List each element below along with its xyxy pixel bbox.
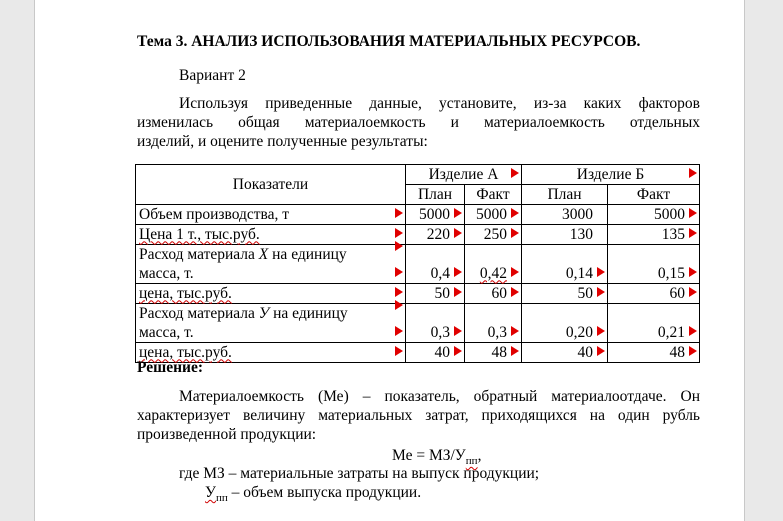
paragraph-mark-icon xyxy=(511,228,519,238)
paragraph-mark-icon xyxy=(689,326,697,336)
table-row xyxy=(136,225,700,245)
paragraph-mark-icon xyxy=(597,326,605,336)
variant-label: Вариант 2 xyxy=(179,67,246,84)
cell-a-plan: 0,3 xyxy=(406,323,465,343)
cell-a-plan: 5000 xyxy=(406,205,465,225)
where-line: где МЗ – материальные затраты на выпуск продукции; xyxy=(179,465,540,482)
paragraph-mark-icon xyxy=(597,287,605,297)
paragraph-mark-icon xyxy=(689,168,697,178)
cell-b-plan: 40 xyxy=(522,343,608,363)
paragraph-mark-icon xyxy=(454,287,462,297)
cell-a-fact: 48 xyxy=(465,343,522,363)
b-plan-header: План xyxy=(522,185,608,205)
paragraph-mark-icon xyxy=(597,267,605,277)
cell-empty xyxy=(406,304,465,324)
row-label: Расход материала Х на единицу xyxy=(136,245,406,265)
paragraph-mark-icon xyxy=(689,228,697,238)
solution-line-1: Материалоемкость (Ме) – показатель, обратный материалоотдаче. Он xyxy=(179,388,700,405)
cell-empty xyxy=(522,304,608,324)
cell-a-fact: 250 xyxy=(465,225,522,245)
a-fact-header: Факт xyxy=(465,185,522,205)
solution-line-2: характеризует величину материальных затрат, приходящихся на один рубль xyxy=(137,407,700,424)
cell-a-fact: 0,42 xyxy=(465,264,522,284)
paragraph-mark-icon xyxy=(454,228,462,238)
row-label: цена, тыс.руб. xyxy=(136,343,406,363)
paragraph-mark-icon xyxy=(689,208,697,218)
cell-empty xyxy=(522,245,608,265)
paragraph-mark-icon xyxy=(597,346,605,356)
header-indicators: Показатели xyxy=(136,165,406,205)
table-row xyxy=(136,304,700,324)
paragraph-mark-icon xyxy=(395,287,403,297)
solution-heading: Решение: xyxy=(137,359,204,376)
paragraph-mark-icon xyxy=(395,346,403,356)
task-line-2: изменилась общая материалоемкость и материалоемкость отдельных xyxy=(137,114,700,131)
paragraph-mark-icon xyxy=(454,267,462,277)
data-table xyxy=(135,164,700,363)
paragraph-mark-icon xyxy=(395,228,403,238)
paragraph-mark-icon xyxy=(395,326,403,336)
row-label: масса, т. xyxy=(136,323,406,343)
cell-b-plan: 3000 xyxy=(522,205,608,225)
b-fact-header: Факт xyxy=(608,185,700,205)
paragraph-mark-icon xyxy=(454,326,462,336)
paragraph-mark-icon xyxy=(395,208,403,218)
paragraph-mark-icon xyxy=(511,346,519,356)
cell-a-plan: 40 xyxy=(406,343,465,363)
paragraph-mark-icon xyxy=(689,346,697,356)
paragraph-mark-icon xyxy=(454,346,462,356)
cell-b-fact: 5000 xyxy=(608,205,700,225)
task-paragraph xyxy=(137,94,700,151)
cell-empty xyxy=(465,304,522,324)
table-row xyxy=(136,343,700,363)
table-row xyxy=(136,323,700,343)
header-product-a: Изделие А xyxy=(406,165,522,185)
row-label: Объем производства, т xyxy=(136,205,406,225)
row-label: Расход материала У на единицу xyxy=(136,304,406,324)
cell-a-plan: 0,4 xyxy=(406,264,465,284)
paragraph-mark-icon xyxy=(511,267,519,277)
cell-b-fact: 135 xyxy=(608,225,700,245)
paragraph-mark-icon xyxy=(689,267,697,277)
cell-empty xyxy=(406,245,465,265)
task-line-1: Используя приведенные данные, установите, из-за каких факторов xyxy=(179,95,700,112)
cell-b-fact: 0,15 xyxy=(608,264,700,284)
cell-b-plan: 0,20 xyxy=(522,323,608,343)
cell-a-fact: 60 xyxy=(465,284,522,304)
table-header-row xyxy=(136,165,700,185)
document-page xyxy=(34,0,745,521)
paragraph-mark-icon xyxy=(395,300,403,310)
cell-a-plan: 220 xyxy=(406,225,465,245)
task-line-3: изделий, и оцените полученные результаты: xyxy=(137,133,428,150)
cell-a-fact: 0,3 xyxy=(465,323,522,343)
paragraph-mark-icon xyxy=(395,267,403,277)
cell-empty xyxy=(608,245,700,265)
cell-a-fact: 5000 xyxy=(465,205,522,225)
paragraph-mark-icon xyxy=(511,168,519,178)
row-label: Цена 1 т., тыс.руб. xyxy=(136,225,406,245)
formula: Ме = $МЗ/У_{пп}$, xyxy=(392,447,482,468)
output-volume-line: $У_{пп}$ – объем выпуска продукции. xyxy=(205,484,422,505)
paragraph-mark-icon xyxy=(689,287,697,297)
row-label: масса, т. xyxy=(136,264,406,284)
paragraph-mark-icon xyxy=(511,208,519,218)
cell-empty xyxy=(608,304,700,324)
cell-b-plan: 130 xyxy=(522,225,608,245)
header-product-b: Изделие Б xyxy=(522,165,700,185)
paragraph-mark-icon xyxy=(395,241,403,251)
cell-b-plan: 50 xyxy=(522,284,608,304)
page-title: Тема 3. АНАЛИЗ ИСПОЛЬЗОВАНИЯ МАТЕРИАЛЬНЫХ РЕСУРСОВ. xyxy=(137,33,641,50)
table-row xyxy=(136,284,700,304)
a-plan-header: План xyxy=(406,185,465,205)
row-label: цена, тыс.руб. xyxy=(136,284,406,304)
cell-b-fact: 60 xyxy=(608,284,700,304)
table-row xyxy=(136,245,700,265)
paragraph-mark-icon xyxy=(454,208,462,218)
table-row xyxy=(136,205,700,225)
paragraph-mark-icon xyxy=(511,326,519,336)
cell-b-plan: 0,14 xyxy=(522,264,608,284)
solution-paragraph xyxy=(137,387,700,444)
paragraph-mark-icon xyxy=(511,287,519,297)
solution-line-3: произведенной продукции: xyxy=(137,426,317,443)
cell-b-fact: 48 xyxy=(608,343,700,363)
cell-empty xyxy=(465,245,522,265)
cell-a-plan: 50 xyxy=(406,284,465,304)
cell-b-fact: 0,21 xyxy=(608,323,700,343)
table-row xyxy=(136,264,700,284)
